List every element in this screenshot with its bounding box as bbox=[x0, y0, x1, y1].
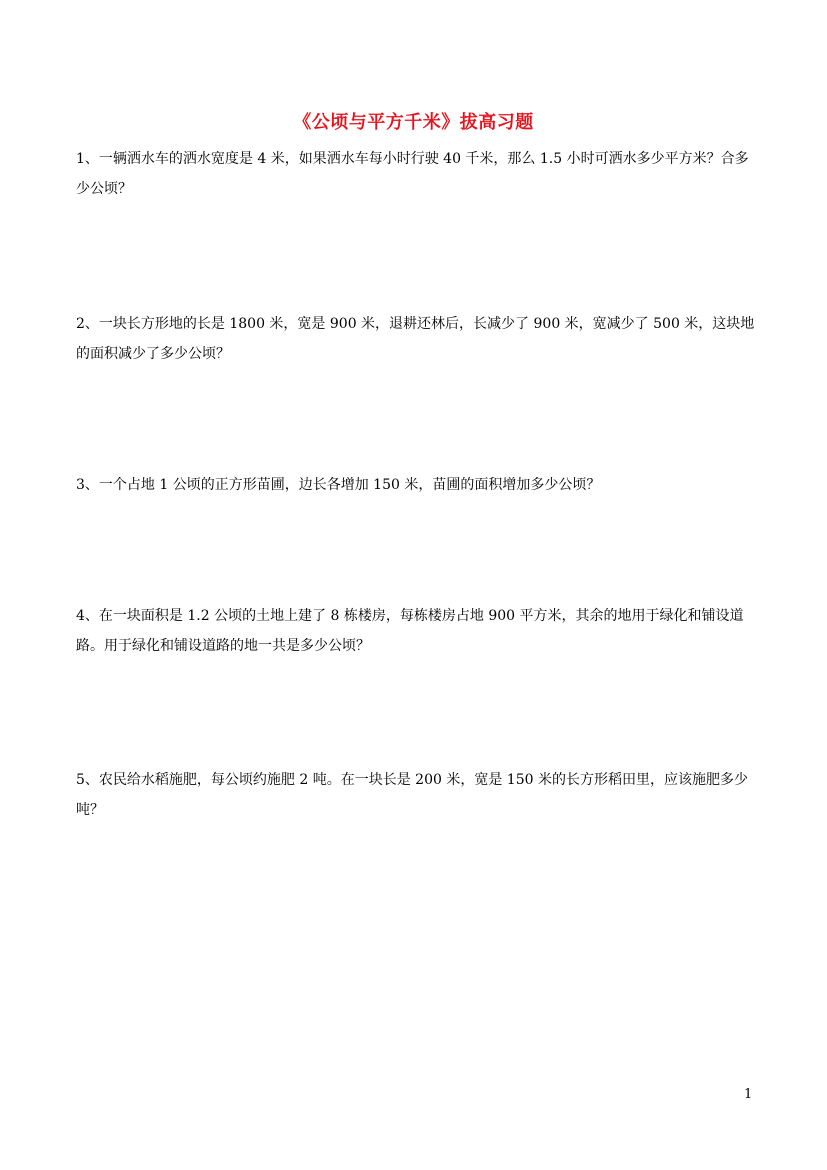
question-4: 4、在一块面积是 1.2 公顷的土地上建了 8 栋楼房，每栋楼房占地 900 平方米，其余的地用于绿化和铺设道路。用于绿化和铺设道路的地一共是多少公顷？ bbox=[76, 608, 744, 654]
question-5: 5、农民给水稻施肥，每公顷约施肥 2 吨。在一块长是 200 米，宽是 150 米的长方形稻田里，应该施肥多少吨？ bbox=[76, 772, 748, 818]
question-2: 2、一块长方形地的长是 1800 米，宽是 900 米，退耕还林后，长减少了 900 米，宽减少了 500 米，这块地的面积减少了多少公顷？ bbox=[76, 316, 755, 362]
page-number: 1 bbox=[744, 1087, 753, 1102]
question-3: 3、一个占地 1 公顷的正方形苗圃，边长各增加 150 米，苗圃的面积增加多少公顷？ bbox=[76, 477, 601, 493]
question-1: 1、一辆洒水车的洒水宽度是 4 米，如果洒水车每小时行驶 40 千米，那么 1.5 小时可洒水多少平方米？合多少公顷？ bbox=[76, 151, 749, 197]
page-title: 《公顷与平方千米》拔高习题 bbox=[293, 112, 534, 133]
